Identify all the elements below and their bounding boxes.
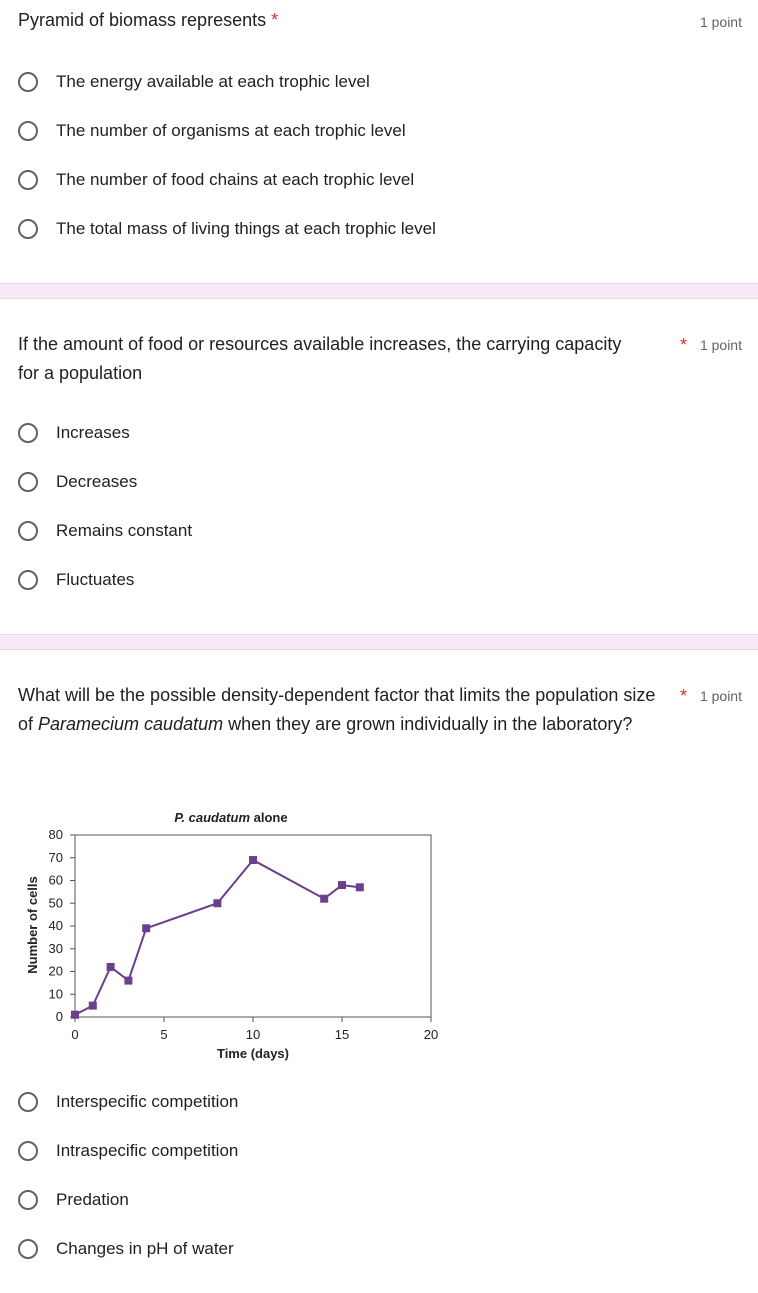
card-divider	[0, 283, 758, 299]
population-chart	[15, 795, 465, 1085]
option-label: Interspecific competition	[56, 1092, 239, 1111]
option-q3-4[interactable]	[18, 1236, 234, 1262]
option-label: Decreases	[56, 472, 138, 491]
card-divider	[0, 634, 758, 650]
option-label: Predation	[56, 1190, 129, 1209]
option-label: Intraspecific competition	[56, 1141, 239, 1160]
species-name: Paramecium caudatum	[38, 714, 224, 734]
y-axis-ticks	[49, 827, 75, 1024]
option-q3-2[interactable]	[18, 1138, 238, 1164]
option-label: The total mass of living things at each trophic level	[56, 219, 436, 238]
y-tick-label: 70	[48, 849, 63, 865]
radio-button[interactable]	[18, 1239, 38, 1259]
radio-button[interactable]	[18, 72, 38, 92]
required-asterisk: *	[271, 10, 279, 30]
x-axis-ticks	[71, 1017, 438, 1042]
data-point	[107, 963, 115, 971]
data-point	[338, 881, 346, 889]
points-label: 1 point	[699, 14, 742, 30]
data-point	[89, 1002, 97, 1010]
data-point	[213, 899, 221, 907]
x-tick-label: 15	[334, 1027, 350, 1042]
x-axis-label: Time (days)	[216, 1046, 290, 1061]
data-point	[249, 856, 257, 864]
chart-title: P. caudatum alone	[174, 810, 288, 825]
required-asterisk: *	[680, 335, 688, 355]
data-point	[320, 895, 328, 903]
points-label: 1 point	[699, 337, 742, 353]
y-tick-label: 30	[48, 940, 63, 956]
y-tick-label: 20	[48, 963, 63, 979]
radio-button[interactable]	[18, 1190, 38, 1210]
data-point	[142, 924, 150, 932]
required-asterisk: *	[680, 686, 688, 706]
x-tick-label: 10	[245, 1027, 261, 1042]
question-card-1	[0, 0, 758, 283]
option-label: Increases	[56, 423, 130, 442]
y-tick-label: 50	[48, 895, 63, 911]
option-q3-3[interactable]	[18, 1187, 129, 1213]
question-card-3	[0, 650, 758, 1293]
option-label: The number of organisms at each trophic level	[56, 121, 406, 140]
data-point	[71, 1011, 79, 1019]
points-label: 1 point	[699, 688, 742, 704]
option-label: The number of food chains at each trophic level	[56, 170, 415, 189]
option-label: Remains constant	[56, 521, 193, 540]
radio-button[interactable]	[18, 1141, 38, 1161]
x-tick-label: 5	[160, 1027, 168, 1042]
y-tick-label: 10	[48, 986, 63, 1002]
option-q2-1[interactable]	[18, 420, 130, 446]
data-point	[124, 977, 132, 985]
radio-button[interactable]	[18, 521, 38, 541]
option-q2-3[interactable]	[18, 518, 192, 544]
y-tick-label: 60	[48, 872, 63, 888]
option-label: Changes in pH of water	[56, 1239, 234, 1258]
y-tick-label: 80	[48, 827, 63, 842]
radio-button[interactable]	[18, 121, 38, 141]
y-tick-label: 40	[48, 918, 63, 933]
radio-button[interactable]	[18, 570, 38, 590]
x-tick-label: 20	[423, 1027, 439, 1042]
option-q1-1[interactable]	[18, 69, 370, 95]
question-card-2	[0, 299, 758, 634]
option-q3-1[interactable]	[18, 1089, 238, 1115]
radio-button[interactable]	[18, 1092, 38, 1112]
option-q2-2[interactable]	[18, 469, 137, 495]
option-q1-4[interactable]	[18, 216, 436, 242]
option-q2-4[interactable]	[18, 567, 134, 593]
question-title: What will be the possible density-dependent factor that limits the population size of Paramecium caudatum when they are grown individually in the laboratory?	[18, 685, 656, 734]
option-label: The energy available at each trophic level	[56, 72, 370, 91]
radio-button[interactable]	[18, 219, 38, 239]
radio-button[interactable]	[18, 423, 38, 443]
option-q1-3[interactable]	[18, 167, 414, 193]
option-label: Fluctuates	[56, 570, 135, 589]
series-line	[75, 860, 360, 1015]
series-points	[71, 856, 364, 1019]
y-tick-label: 0	[55, 1009, 63, 1024]
question-title: Pyramid of biomass represents *	[18, 10, 279, 30]
x-tick-label: 0	[71, 1027, 79, 1042]
radio-button[interactable]	[18, 472, 38, 492]
radio-button[interactable]	[18, 170, 38, 190]
data-point	[356, 883, 364, 891]
question-title: If the amount of food or resources available increases, the carrying capacity for a population	[18, 334, 622, 383]
option-q1-2[interactable]	[18, 118, 406, 144]
y-axis-label: Number of cells	[25, 876, 40, 974]
